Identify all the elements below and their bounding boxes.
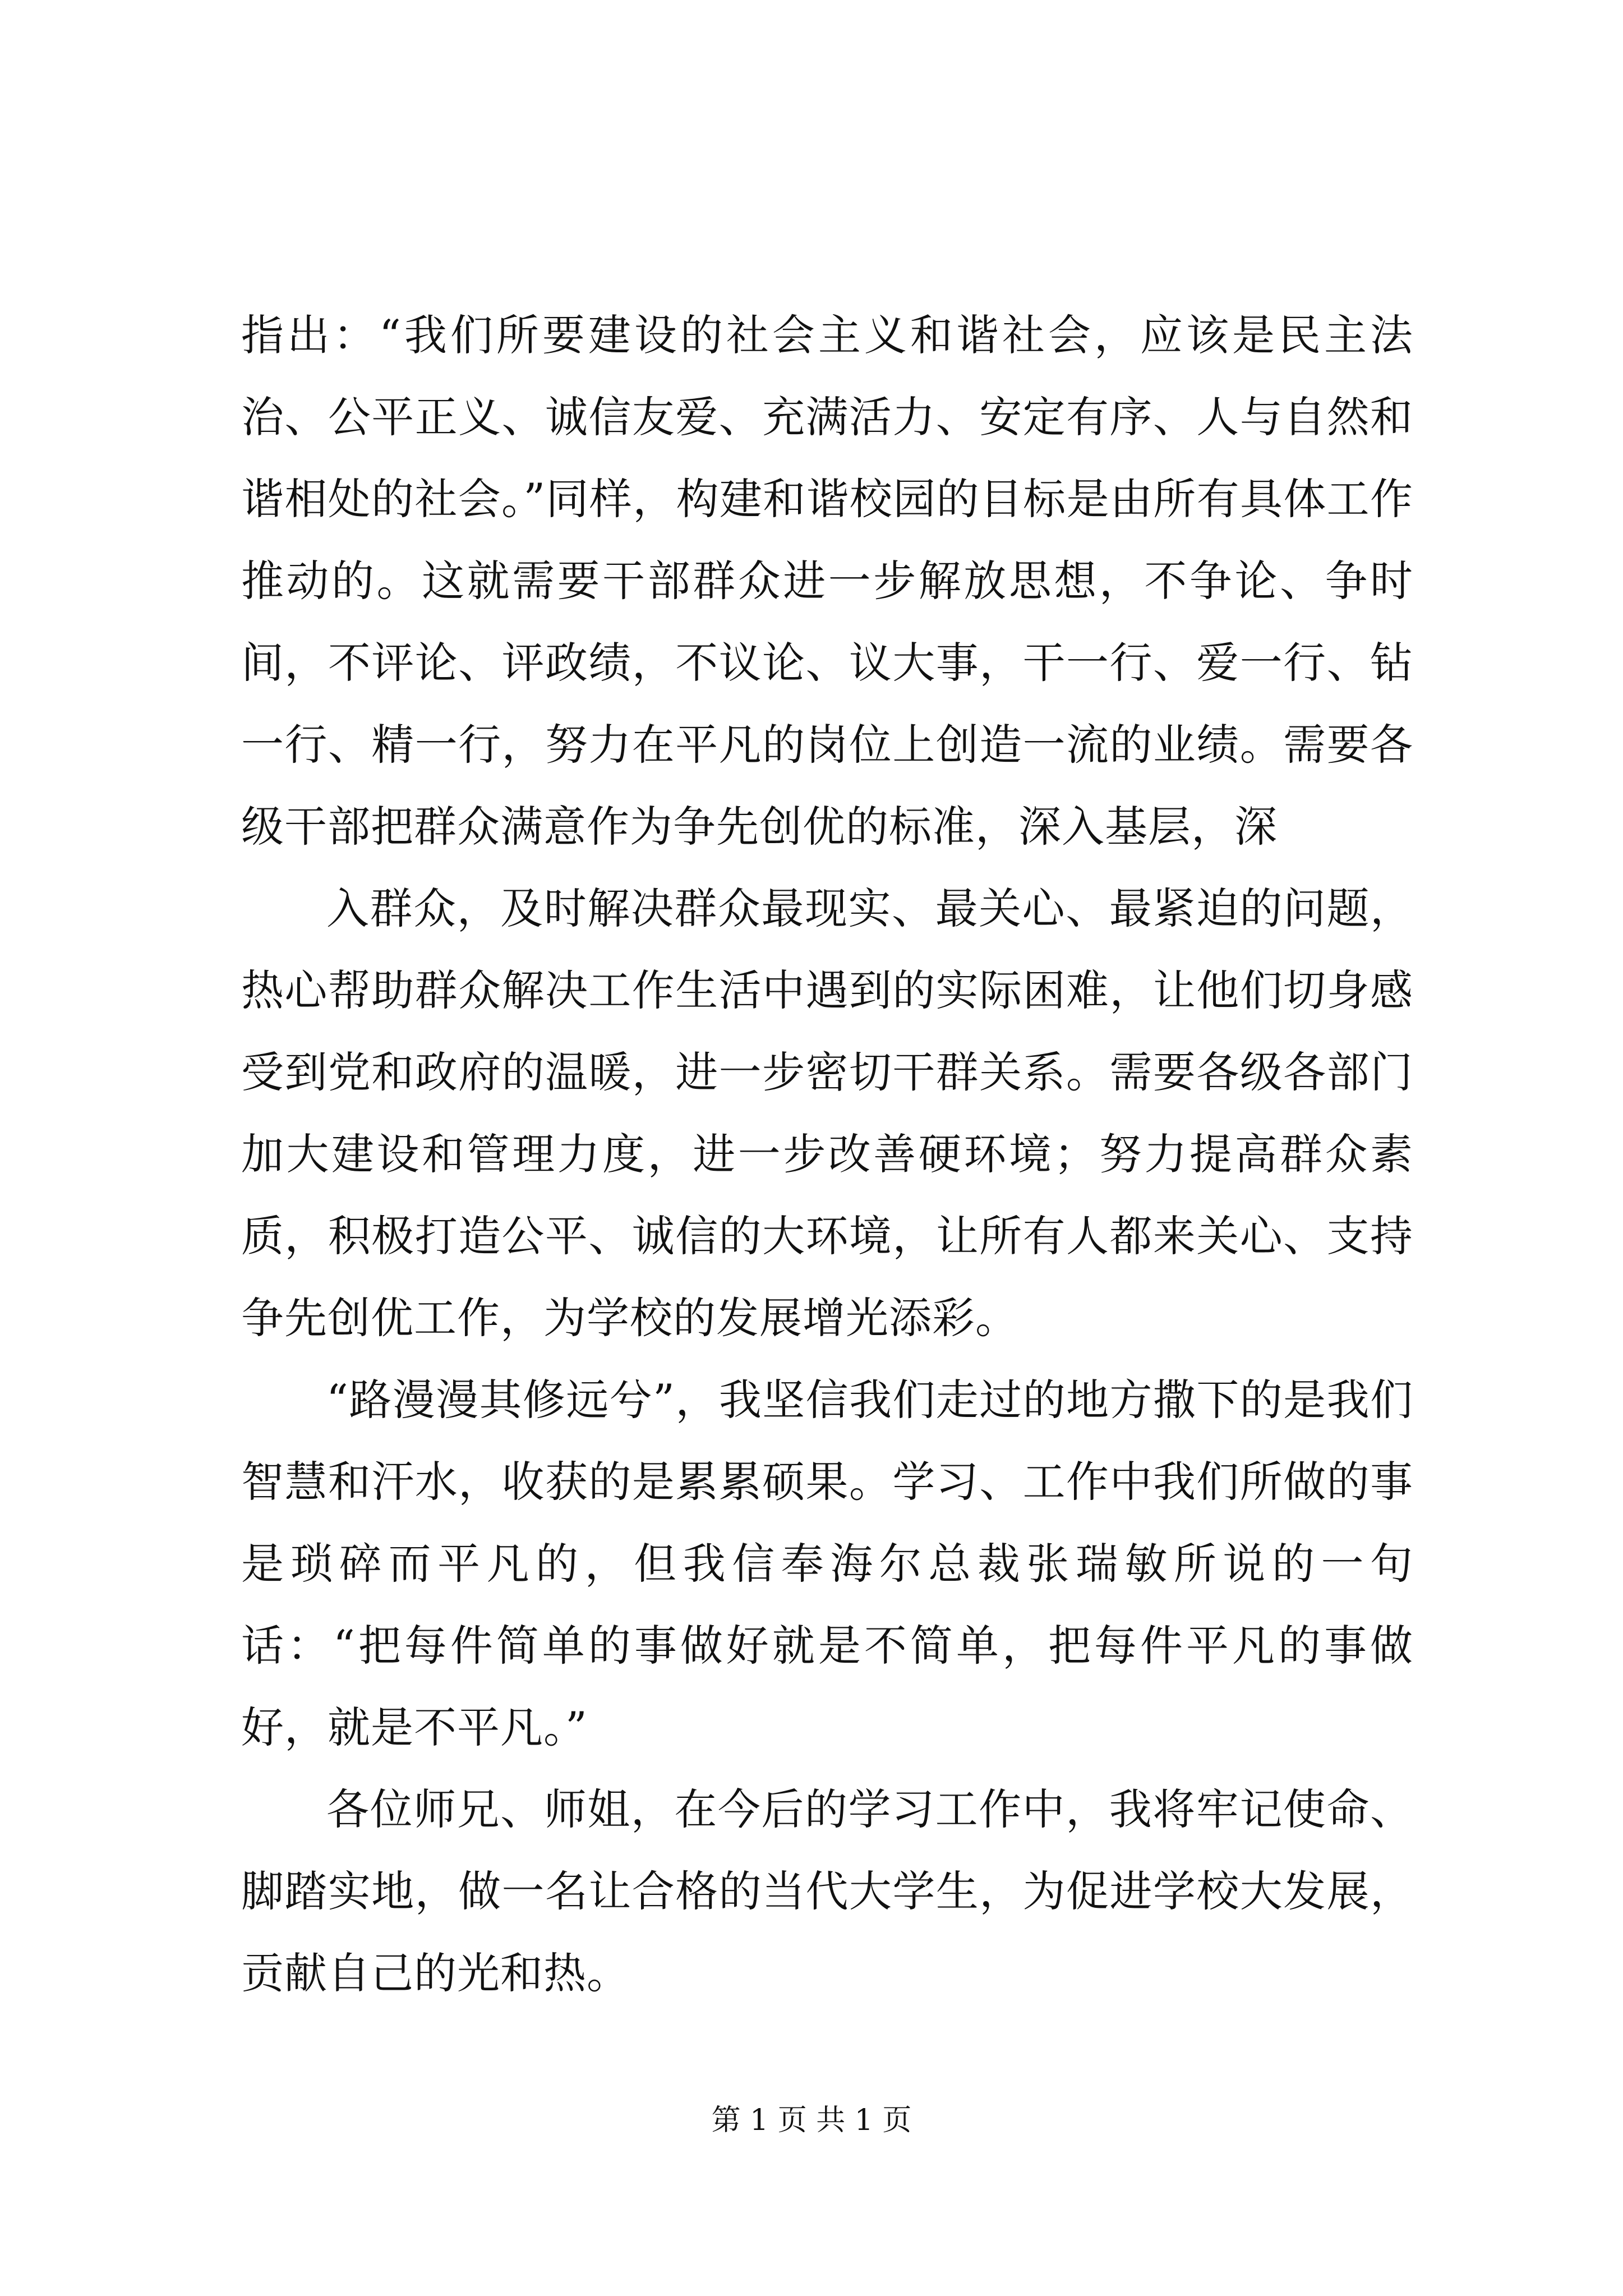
paragraph-1: 指出：“我们所要建设的社会主义和谐社会，应该是民主法治、公平正义、诚信友爱、充满活力、安定有序、人与自然和谐相处的社会。”同样，构建和谐校园的目标是由所有具体工作推动的。这就需要干部群众进一步解放思想，不争论、争时间，不评论、评政绩，不议论、议大事，干一行、爱一行、钻一行、精一行，努力在平凡的岗位上创造一流的业绩。需要各级干部把群众满意作为争先创优的标准，深入基层，深 <box>241 310 1413 852</box>
page-number-footer: 第 1 页 共 1 页 <box>711 2104 912 2137</box>
paragraph-4: 各位师兄、师姐，在今后的学习工作中，我将牢记使命、脚踏实地，做一名让合格的当代大学生，为促进学校大发展，贡献自己的光和热。 <box>241 1784 1413 1998</box>
paragraph-2: 入群众，及时解决群众最现实、最关心、最紧迫的问题，热心帮助群众解决工作生活中遇到的实际困难，让他们切身感受到党和政府的温暖，进一步密切干群关系。需要各级各部门加大建设和管理力度，进一步改善硬环境；努力提高群众素质，积极打造公平、诚信的大环境，让所有人都来关心、支持争先创优工作，为学校的发展增光添彩。 <box>241 884 1413 1343</box>
document-body <box>241 295 1413 2014</box>
paragraph-3: “路漫漫其修远兮”，我坚信我们走过的地方撒下的是我们智慧和汗水，收获的是累累硕果。学习、工作中我们所做的事是琐碎而平凡的，但我信奉海尔总裁张瑞敏所说的一句话：“把每件简单的事做好就是不简单，把每件平凡的事做好，就是不平凡。” <box>241 1375 1413 1752</box>
